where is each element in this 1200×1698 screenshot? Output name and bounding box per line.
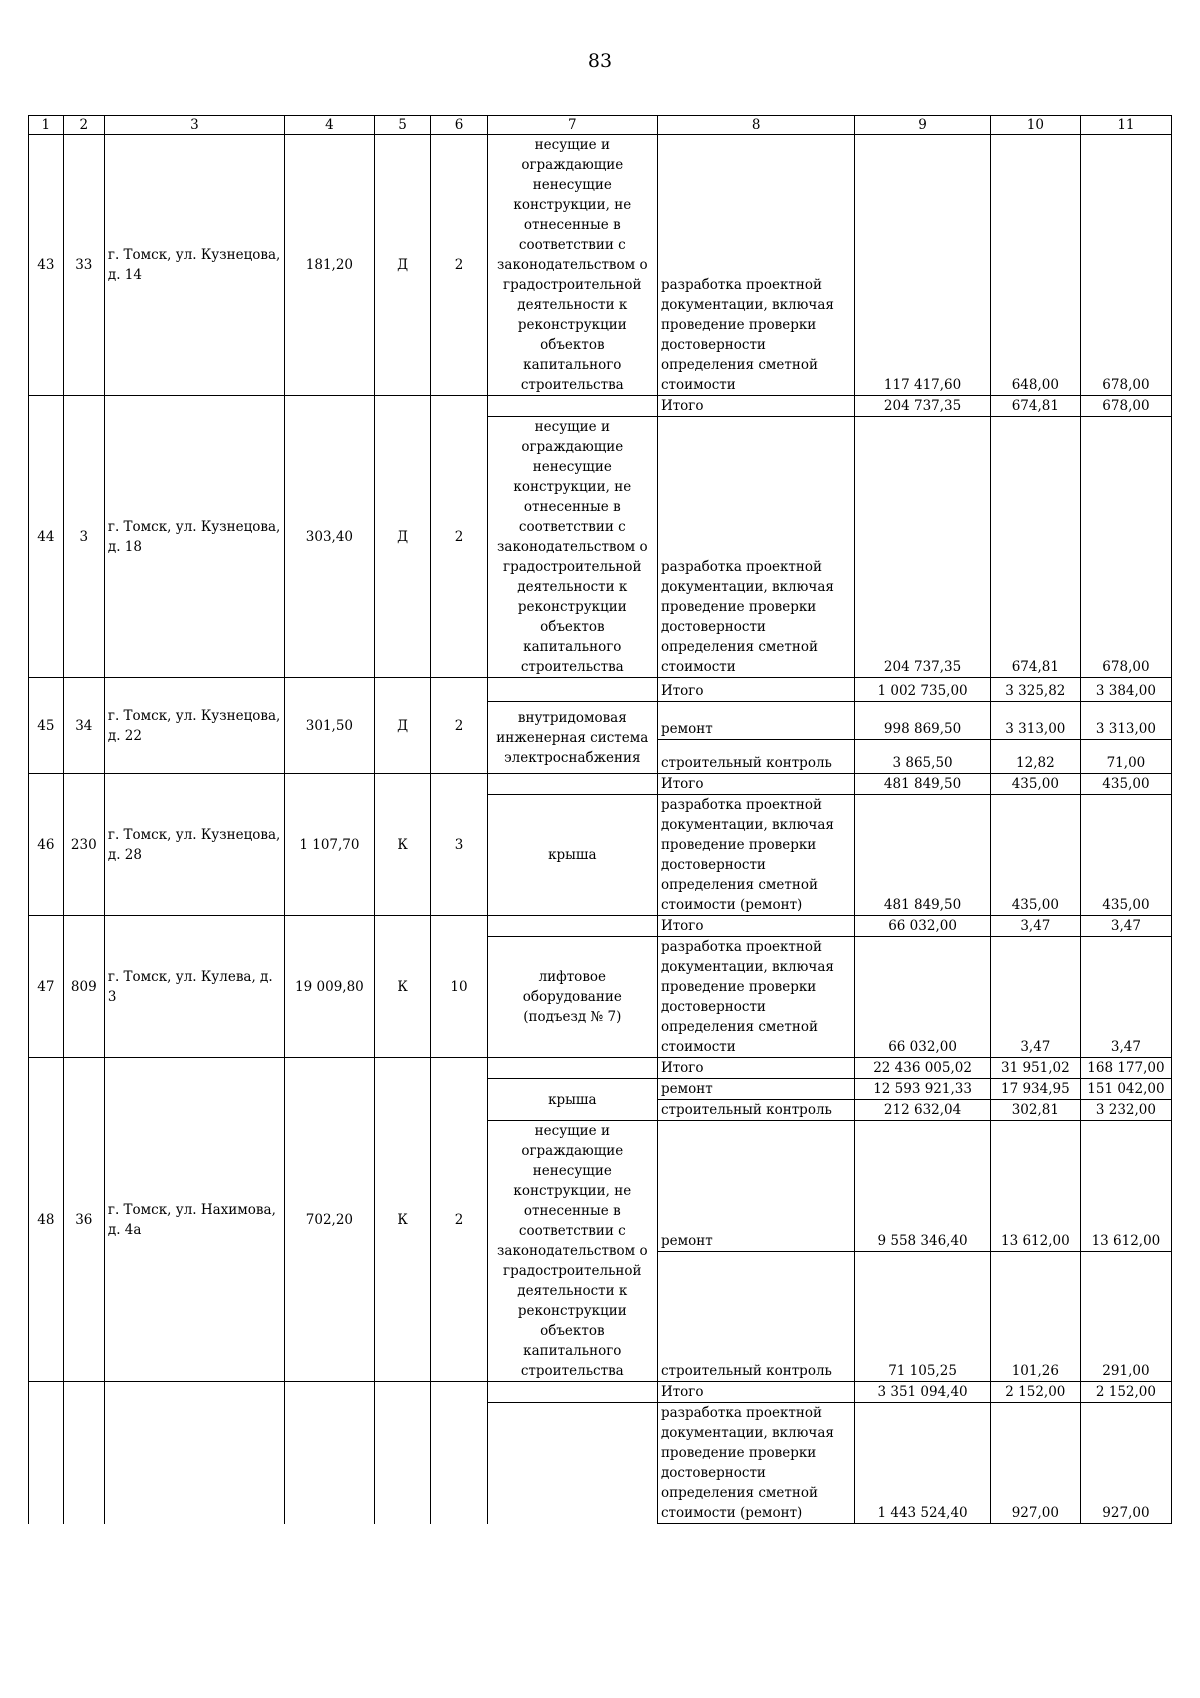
wall-type: К (374, 916, 430, 1058)
col-header: 2 (63, 116, 104, 135)
service: разработка проектной документации, включая проведение проверки достоверности определения сметной стоимости (ремонт) (657, 1403, 854, 1524)
row-number: 48 (29, 1058, 64, 1382)
total-cost: 481 849,50 (855, 774, 991, 795)
empty-cell (487, 1058, 657, 1079)
unit-cost: 648,00 (990, 135, 1080, 396)
work-type: лифтовое оборудование (подъезд № 7) (487, 937, 657, 1058)
col-header: 4 (284, 116, 374, 135)
unit-cost: 302,81 (990, 1100, 1080, 1121)
floors: 2 (431, 678, 487, 774)
column-number-row (29, 116, 1172, 135)
row-number: 44 (29, 396, 64, 678)
repair-program-table (28, 115, 1172, 1524)
floors: 2 (431, 135, 487, 396)
empty-cell (431, 1382, 487, 1524)
area: 181,20 (284, 135, 374, 396)
address: г. Томск, ул. Кузнецова, д. 14 (104, 135, 284, 396)
cost: 9 558 346,40 (855, 1121, 991, 1252)
work-type: крыша (487, 1079, 657, 1121)
col-header: 1 (29, 116, 64, 135)
total-cost: 66 032,00 (855, 916, 991, 937)
empty-cell (487, 1403, 657, 1524)
total-max-unit-cost: 3,47 (1080, 916, 1171, 937)
work-type: несущие и ограждающие ненесущие конструкции, не отнесенные в соответствии с законодательством о градостроительной деятельности к реконструкции объектов капитального строительства (487, 135, 657, 396)
total-row (29, 396, 1172, 417)
total-row (29, 1058, 1172, 1079)
total-max-unit-cost: 168 177,00 (1080, 1058, 1171, 1079)
empty-cell (487, 396, 657, 417)
max-unit-cost: 291,00 (1080, 1251, 1171, 1382)
empty-cell (487, 916, 657, 937)
unit-cost: 3,47 (990, 937, 1080, 1058)
address: г. Томск, ул. Нахимова, д. 4а (104, 1058, 284, 1382)
total-label: Итого (657, 1382, 854, 1403)
service: разработка проектной документации, включая проведение проверки достоверности определения сметной стоимости (657, 417, 854, 678)
row-number: 46 (29, 774, 64, 916)
total-unit-cost: 3,47 (990, 916, 1080, 937)
area: 19 009,80 (284, 916, 374, 1058)
max-unit-cost: 435,00 (1080, 795, 1171, 916)
max-unit-cost: 13 612,00 (1080, 1121, 1171, 1252)
total-max-unit-cost: 678,00 (1080, 396, 1171, 417)
total-label: Итого (657, 916, 854, 937)
house-id: 33 (63, 135, 104, 396)
wall-type: Д (374, 396, 430, 678)
unit-cost: 927,00 (990, 1403, 1080, 1524)
table-row (29, 135, 1172, 396)
total-max-unit-cost: 435,00 (1080, 774, 1171, 795)
unit-cost: 435,00 (990, 795, 1080, 916)
empty-cell (487, 1382, 657, 1403)
col-header: 6 (431, 116, 487, 135)
total-cost: 1 002 735,00 (855, 678, 991, 702)
area: 702,20 (284, 1058, 374, 1382)
total-row (29, 678, 1172, 702)
unit-cost: 674,81 (990, 417, 1080, 678)
col-header: 11 (1080, 116, 1171, 135)
service: ремонт (657, 1079, 854, 1100)
unit-cost: 3 313,00 (990, 702, 1080, 740)
total-max-unit-cost: 3 384,00 (1080, 678, 1171, 702)
address: г. Томск, ул. Кузнецова, д. 28 (104, 774, 284, 916)
empty-cell (29, 1382, 64, 1524)
empty-cell (487, 774, 657, 795)
house-id: 230 (63, 774, 104, 916)
service: разработка проектной документации, включая проведение проверки достоверности определения сметной стоимости (657, 937, 854, 1058)
row-number: 47 (29, 916, 64, 1058)
wall-type: К (374, 1058, 430, 1382)
col-header: 9 (855, 116, 991, 135)
col-header: 7 (487, 116, 657, 135)
total-unit-cost: 674,81 (990, 396, 1080, 417)
max-unit-cost: 3 313,00 (1080, 702, 1171, 740)
total-label: Итого (657, 1058, 854, 1079)
row-number: 45 (29, 678, 64, 774)
col-header: 10 (990, 116, 1080, 135)
address: г. Томск, ул. Кузнецова, д. 18 (104, 396, 284, 678)
total-unit-cost: 31 951,02 (990, 1058, 1080, 1079)
area: 303,40 (284, 396, 374, 678)
empty-cell (284, 1382, 374, 1524)
total-label: Итого (657, 774, 854, 795)
total-unit-cost: 435,00 (990, 774, 1080, 795)
address: г. Томск, ул. Кузнецова, д. 22 (104, 678, 284, 774)
service: разработка проектной документации, включая проведение проверки достоверности определения сметной стоимости (ремонт) (657, 795, 854, 916)
cost: 1 443 524,40 (855, 1403, 991, 1524)
service: строительный контроль (657, 1100, 854, 1121)
total-unit-cost: 3 325,82 (990, 678, 1080, 702)
col-header: 8 (657, 116, 854, 135)
area: 1 107,70 (284, 774, 374, 916)
max-unit-cost: 927,00 (1080, 1403, 1171, 1524)
total-cost: 204 737,35 (855, 396, 991, 417)
house-id: 809 (63, 916, 104, 1058)
cost: 212 632,04 (855, 1100, 991, 1121)
max-unit-cost: 3 232,00 (1080, 1100, 1171, 1121)
total-row (29, 916, 1172, 937)
total-row (29, 774, 1172, 795)
floors: 2 (431, 1058, 487, 1382)
col-header: 3 (104, 116, 284, 135)
house-id: 3 (63, 396, 104, 678)
cost: 204 737,35 (855, 417, 991, 678)
house-id: 36 (63, 1058, 104, 1382)
col-header: 5 (374, 116, 430, 135)
max-unit-cost: 678,00 (1080, 135, 1171, 396)
work-type: внутридомовая инженерная система электроснабжения (487, 702, 657, 774)
area: 301,50 (284, 678, 374, 774)
empty-cell (487, 678, 657, 702)
service: ремонт (657, 702, 854, 740)
empty-cell (104, 1382, 284, 1524)
cost: 66 032,00 (855, 937, 991, 1058)
address: г. Томск, ул. Кулева, д. 3 (104, 916, 284, 1058)
total-label: Итого (657, 678, 854, 702)
cost: 998 869,50 (855, 702, 991, 740)
total-unit-cost: 2 152,00 (990, 1382, 1080, 1403)
total-row (29, 1382, 1172, 1403)
service: ремонт (657, 1121, 854, 1252)
max-unit-cost: 151 042,00 (1080, 1079, 1171, 1100)
wall-type: Д (374, 678, 430, 774)
work-type: несущие и ограждающие ненесущие конструкции, не отнесенные в соответствии с законодательством о градостроительной деятельности к реконструкции объектов капитального строительства (487, 1121, 657, 1382)
total-cost: 3 351 094,40 (855, 1382, 991, 1403)
unit-cost: 13 612,00 (990, 1121, 1080, 1252)
work-type: несущие и ограждающие ненесущие конструкции, не отнесенные в соответствии с законодательством о градостроительной деятельности к реконструкции объектов капитального строительства (487, 417, 657, 678)
service: разработка проектной документации, включая проведение проверки достоверности определения сметной стоимости (657, 135, 854, 396)
unit-cost: 17 934,95 (990, 1079, 1080, 1100)
floors: 2 (431, 396, 487, 678)
floors: 3 (431, 774, 487, 916)
cost: 3 865,50 (855, 740, 991, 774)
wall-type: Д (374, 135, 430, 396)
row-number: 43 (29, 135, 64, 396)
service: строительный контроль (657, 1251, 854, 1382)
max-unit-cost: 3,47 (1080, 937, 1171, 1058)
cost: 481 849,50 (855, 795, 991, 916)
max-unit-cost: 71,00 (1080, 740, 1171, 774)
unit-cost: 12,82 (990, 740, 1080, 774)
cost: 71 105,25 (855, 1251, 991, 1382)
total-cost: 22 436 005,02 (855, 1058, 991, 1079)
cost: 117 417,60 (855, 135, 991, 396)
empty-cell (63, 1382, 104, 1524)
unit-cost: 101,26 (990, 1251, 1080, 1382)
max-unit-cost: 678,00 (1080, 417, 1171, 678)
work-type: крыша (487, 795, 657, 916)
page-number: 83 (587, 50, 613, 72)
wall-type: К (374, 774, 430, 916)
house-id: 34 (63, 678, 104, 774)
service: строительный контроль (657, 740, 854, 774)
cost: 12 593 921,33 (855, 1079, 991, 1100)
empty-cell (374, 1382, 430, 1524)
total-max-unit-cost: 2 152,00 (1080, 1382, 1171, 1403)
total-label: Итого (657, 396, 854, 417)
floors: 10 (431, 916, 487, 1058)
